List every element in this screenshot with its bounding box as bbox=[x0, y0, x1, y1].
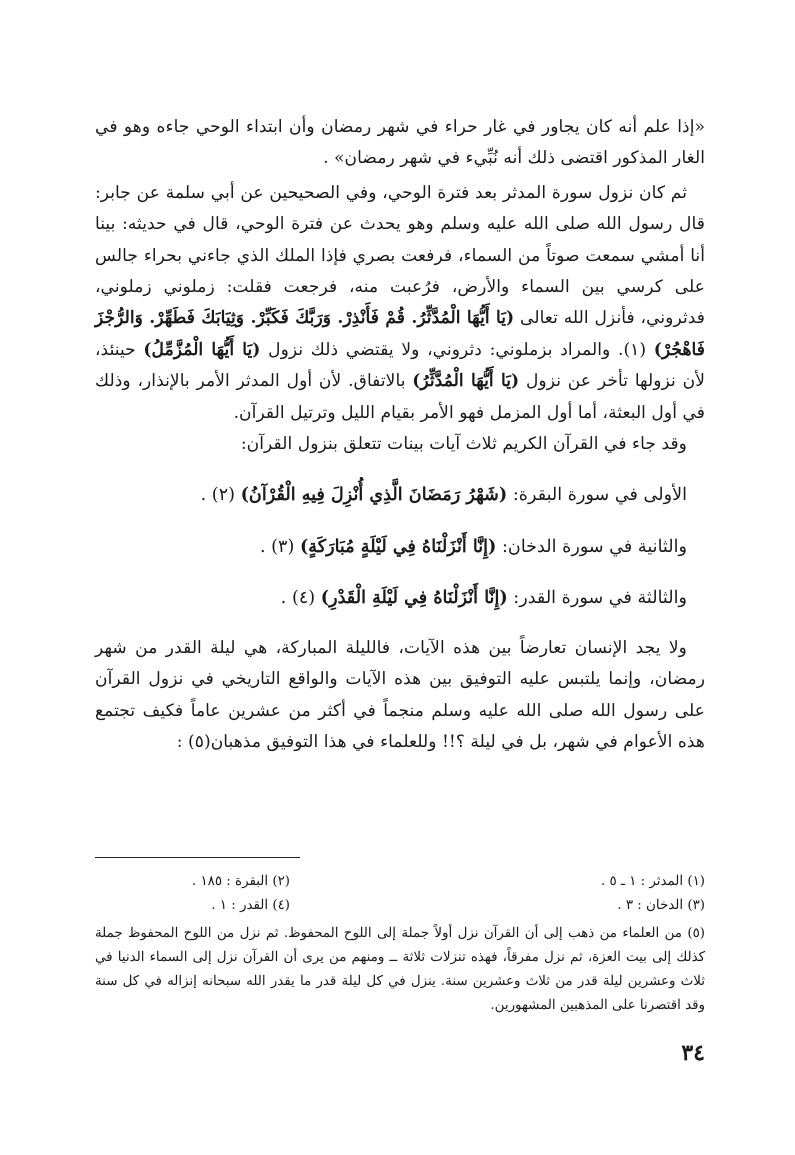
page-number: ٣٤ bbox=[681, 1040, 705, 1066]
footnote-4: (٤) القدر : ١ . bbox=[211, 898, 290, 913]
verse-baqarah bbox=[95, 478, 705, 512]
footnote-3: (٣) الدخان : ٣ . bbox=[617, 898, 705, 913]
paragraph-text: بالاتفاق. لأن أول المدثر الأمر بالإنذار، وذلك في أول البعثة، أما أول المزمل فهو الأمر بقيام الليل وترتيل القرآن. bbox=[95, 371, 705, 423]
footnote-5: (٥) من العلماء من ذهب إلى أن القرآن نزل أولاً جملة إلى اللوح المحفوظ. ثم نزل من اللوح المحفوظ جملة كذلك إلى بيت العزة، ثم نزل مفرقاً، فهذه تنزلات ثلاثة ــ ومنهم من يرى أن القرآن نزل إلى السماء الدنيا في ثلاث وعشرين ليلة قدر من ثلاث وعشرين سنة. ينزل في كل ليلة قدر ما يقدر الله سبحانه إنزاله في كل سنة وقد اقتصرنا على المذهبين المشهورين. bbox=[95, 926, 705, 1013]
footnote-1: (١) المدثر : ١ ـ ٥ . bbox=[601, 874, 705, 889]
verse-ref: (٢) . bbox=[200, 485, 236, 506]
verse-label: والثالثة في سورة القدر: bbox=[513, 588, 687, 609]
paragraph-reconcile: ولا يجد الإنسان تعارضاً بين هذه الآيات، فالليلة المباركة، هي ليلة القدر من شهر رمضان، وإنما يلتبس عليه التوفيق بين هذه الآيات والواقع التاريخي في نزول القرآن على رسول الله صلى الله عليه وسلم منجماً في أكثر من عشرين عاماً فكيف تجتمع هذه الأعوام في شهر، بل في ليلة ؟!! وللعلماء في هذا التوفيق مذهبان(٥) : bbox=[95, 637, 705, 753]
paragraph-text: حينئذ، لأن نزولها تأخر عن نزول bbox=[95, 339, 705, 392]
book-page bbox=[95, 112, 705, 1122]
verses-list bbox=[95, 478, 705, 615]
verse-label: الأولى في سورة البقرة: bbox=[512, 485, 687, 506]
verse-ayah: (إِنَّا أَنْزَلْنَاهُ فِي لَيْلَةٍ مُبَارَكَةٍ) bbox=[299, 535, 497, 557]
verse-qadr bbox=[95, 581, 705, 615]
footnote-separator bbox=[95, 857, 300, 858]
verse-label: والثانية في سورة الدخان: bbox=[501, 536, 687, 557]
verse-ayah: (إِنَّا أَنْزَلْنَاهُ فِي لَيْلَةِ الْقَدْرِ) bbox=[320, 587, 508, 609]
main-text bbox=[95, 112, 705, 460]
main-text-end bbox=[95, 633, 705, 759]
quote-paragraph: «إذا علم أنه كان يجاور في غار حراء في شهر رمضان وأن ابتداء الوحي جاءه وهو في الغار المذكور اقتضى ذلك أنه نُبِّيء في شهر رمضان» . bbox=[95, 117, 705, 169]
verse-dukhan bbox=[95, 530, 705, 564]
verse-ayah: (شَهْرُ رَمَضَانَ الَّذِي أُنْزِلَ فِيهِ الْقُرْآنُ) bbox=[240, 484, 508, 506]
footnotes bbox=[95, 870, 705, 1018]
ayah-muzzammil: (يَا أَيُّهَا الْمُزَّمِّلُ) bbox=[143, 339, 261, 360]
verse-ref: (٣) . bbox=[259, 536, 295, 557]
paragraph-text: ثم كان نزول سورة المدثر بعد فترة الوحي، وفي الصحيحين عن أبي سلمة عن جابر: قال رسول الله صلى الله عليه وسلم وهو يحدث عن فترة الوحي، قال في حديثه: بينا أنا أمشي سمعت صوتاً من السماء، فرفعت بصري فإذا الملك الذي جاءني بحراء جالس على كرسي بين السماء والأرض، فرُعبت منه، فرجعت فقلت: زملوني زملوني، فدثروني، فأنزل الله تعالى bbox=[95, 182, 705, 329]
verse-ref: (٤) . bbox=[280, 588, 316, 609]
ayah-muddaththir: (يَا أَيُّهَا الْمُدَّثِّرُ. قُمْ فَأَنْذِرْ. وَرَبَّكَ فَكَبِّرْ. وَثِيَابَكَ فَطَهِّرْ. وَالرُّجْزَ فَاهْجُرْ) bbox=[95, 308, 706, 360]
paragraph-text: (١). والمراد بزملوني: دثروني، ولا يقتضي ذلك نزول bbox=[268, 339, 647, 360]
ayah-muddaththir-short: (يَا أَيُّهَا الْمُدَّثِّرُ) bbox=[412, 371, 520, 392]
paragraph-intro-verses: وقد جاء في القرآن الكريم ثلاث آيات بينات تتعلق بنزول القرآن: bbox=[240, 434, 687, 455]
footnote-2: (٢) البقرة : ١٨٥ . bbox=[191, 874, 290, 889]
footnote-grid bbox=[95, 870, 705, 918]
paragraph-fatra bbox=[95, 178, 705, 429]
